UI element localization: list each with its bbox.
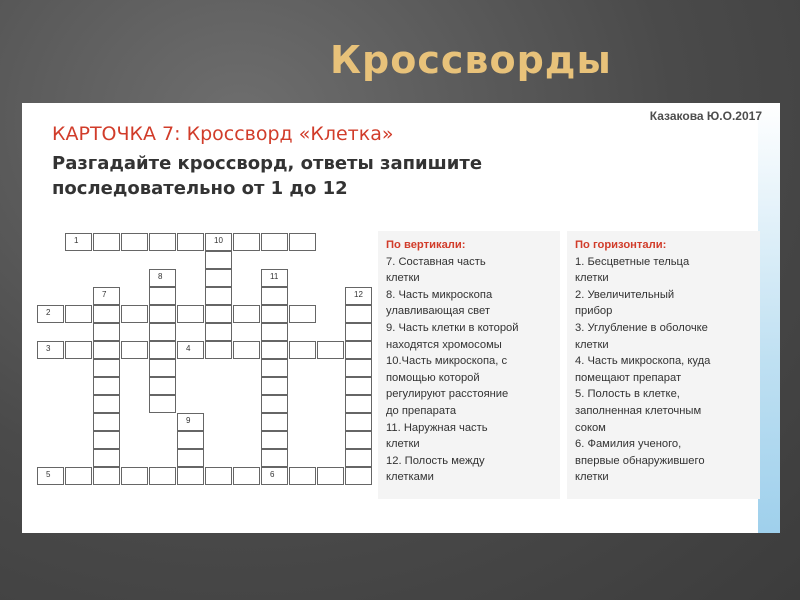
card-author: Казакова Ю.О.2017: [649, 109, 762, 123]
card-instruction: Разгадайте кроссворд, ответы запишите последовательно от 1 до 12: [52, 153, 483, 199]
crossword-cell: [345, 413, 372, 431]
crossword-cell: [93, 359, 120, 377]
clue-item: 2. Увеличительный прибор: [575, 288, 675, 318]
crossword-cell: [65, 341, 92, 359]
crossword-cell: [121, 467, 148, 485]
crossword-cell: [205, 467, 232, 485]
crossword-cell: [93, 287, 120, 305]
crossword-cell: [261, 359, 288, 377]
crossword-cell: [289, 233, 316, 251]
crossword-cell: [93, 305, 120, 323]
crossword-cell: [37, 467, 64, 485]
crossword-cell: [65, 233, 92, 251]
crossword-cell: [121, 233, 148, 251]
crossword-cell: [345, 377, 372, 395]
crossword-clue-number: 10: [214, 236, 223, 245]
crossword-clue-number: 11: [270, 272, 279, 281]
card-accent-stripe: [758, 103, 780, 533]
crossword-cell: [93, 395, 120, 413]
crossword-cell: [205, 305, 232, 323]
clue-item: 6. Фамилия ученого, впервые обнаружившего клетки: [575, 438, 705, 484]
crossword-cell: [261, 467, 288, 485]
crossword-cell: [149, 341, 176, 359]
crossword-cell: [93, 323, 120, 341]
crossword-cell: [149, 395, 176, 413]
crossword-cell: [65, 305, 92, 323]
clue-item: 11. Наружная часть клетки: [386, 421, 488, 451]
clue-item: 8. Часть микроскопа улавливающая свет: [386, 288, 493, 318]
crossword-cell: [233, 467, 260, 485]
crossword-cell: [205, 287, 232, 305]
clues-horizontal: [567, 231, 760, 499]
crossword-cell: [261, 305, 288, 323]
crossword-cell: [93, 449, 120, 467]
crossword-cell: [345, 467, 372, 485]
crossword-cell: [261, 449, 288, 467]
crossword-clue-number: 8: [158, 272, 163, 281]
crossword-cell: [345, 323, 372, 341]
crossword-cell: [289, 305, 316, 323]
crossword-cell: [345, 341, 372, 359]
crossword-clue-number: 4: [186, 344, 191, 353]
crossword-cell: [93, 431, 120, 449]
crossword-cell: [37, 305, 64, 323]
crossword-cell: [149, 233, 176, 251]
crossword-cell: [177, 467, 204, 485]
crossword-cell: [345, 305, 372, 323]
crossword-cell: [149, 287, 176, 305]
crossword-cell: [177, 431, 204, 449]
clue-item: 7. Составная часть клетки: [386, 255, 486, 285]
clue-item: 5. Полость в клетке, заполненная клеточным соком: [575, 388, 702, 434]
crossword-clue-number: 9: [186, 416, 191, 425]
clue-item: 10.Часть микроскопа, с помощью которой регулируют расстояние до препарата: [386, 355, 509, 417]
crossword-cell: [149, 269, 176, 287]
crossword-clue-number: 7: [102, 290, 107, 299]
crossword-cell: [93, 413, 120, 431]
crossword-cell: [93, 467, 120, 485]
crossword-cell: [149, 359, 176, 377]
clues-horizontal-heading: По горизонтали:: [575, 239, 667, 251]
crossword-cell: [177, 449, 204, 467]
crossword-clue-number: 12: [354, 290, 363, 299]
crossword-cell: [177, 233, 204, 251]
crossword-cell: [345, 431, 372, 449]
crossword-cell: [149, 305, 176, 323]
clues-vertical-heading: По вертикали:: [386, 239, 466, 251]
crossword-cell: [345, 359, 372, 377]
crossword-clue-number: 1: [74, 236, 79, 245]
crossword-clue-number: 3: [46, 344, 51, 353]
crossword-cell: [205, 269, 232, 287]
crossword-cell: [261, 341, 288, 359]
slide-title: Кроссворды: [330, 38, 612, 82]
crossword-cell: [177, 341, 204, 359]
crossword-cell: [121, 341, 148, 359]
crossword-cell: [345, 449, 372, 467]
crossword-cell: [149, 467, 176, 485]
crossword-cell: [121, 305, 148, 323]
crossword-cell: [205, 251, 232, 269]
crossword-cell: [317, 467, 344, 485]
crossword-clue-number: 6: [270, 470, 275, 479]
crossword-cell: [205, 341, 232, 359]
crossword-cell: [261, 377, 288, 395]
crossword-cell: [317, 341, 344, 359]
crossword-cell: [261, 287, 288, 305]
clue-item: 1. Бесцветные тельца клетки: [575, 255, 690, 285]
crossword-cell: [261, 413, 288, 431]
clue-item: 4. Часть микроскопа, куда помещают препарат: [575, 355, 711, 384]
clue-item: 3. Углубление в оболочке клетки: [575, 321, 708, 351]
crossword-cell: [261, 269, 288, 287]
clues-vertical: [378, 231, 560, 499]
crossword-cell: [261, 395, 288, 413]
crossword-clue-number: 2: [46, 308, 51, 317]
clue-item: 9. Часть клетки в которой находятся хромосомы: [386, 321, 519, 351]
crossword-cell: [345, 287, 372, 305]
crossword-cell: [93, 233, 120, 251]
crossword-cell: [149, 323, 176, 341]
crossword-cell: [345, 395, 372, 413]
crossword-cell: [261, 233, 288, 251]
card-heading: КАРТОЧКА 7: Кроссворд «Клетка»: [52, 123, 394, 145]
crossword-cell: [233, 341, 260, 359]
crossword-cell: [261, 431, 288, 449]
crossword-cell: [65, 467, 92, 485]
crossword-cell: [233, 233, 260, 251]
crossword-cell: [289, 467, 316, 485]
crossword-cell: [233, 305, 260, 323]
crossword-cell: [261, 323, 288, 341]
crossword-cell: [149, 377, 176, 395]
crossword-clue-number: 5: [46, 470, 51, 479]
task-card: [22, 103, 780, 533]
crossword-cell: [177, 413, 204, 431]
crossword-cell: [205, 323, 232, 341]
crossword-cell: [289, 341, 316, 359]
crossword-cell: [177, 305, 204, 323]
clue-item: 12. Полость между клетками: [386, 454, 485, 484]
crossword-cell: [205, 233, 232, 251]
crossword-cell: [93, 341, 120, 359]
crossword-cell: [37, 341, 64, 359]
crossword-cell: [93, 377, 120, 395]
